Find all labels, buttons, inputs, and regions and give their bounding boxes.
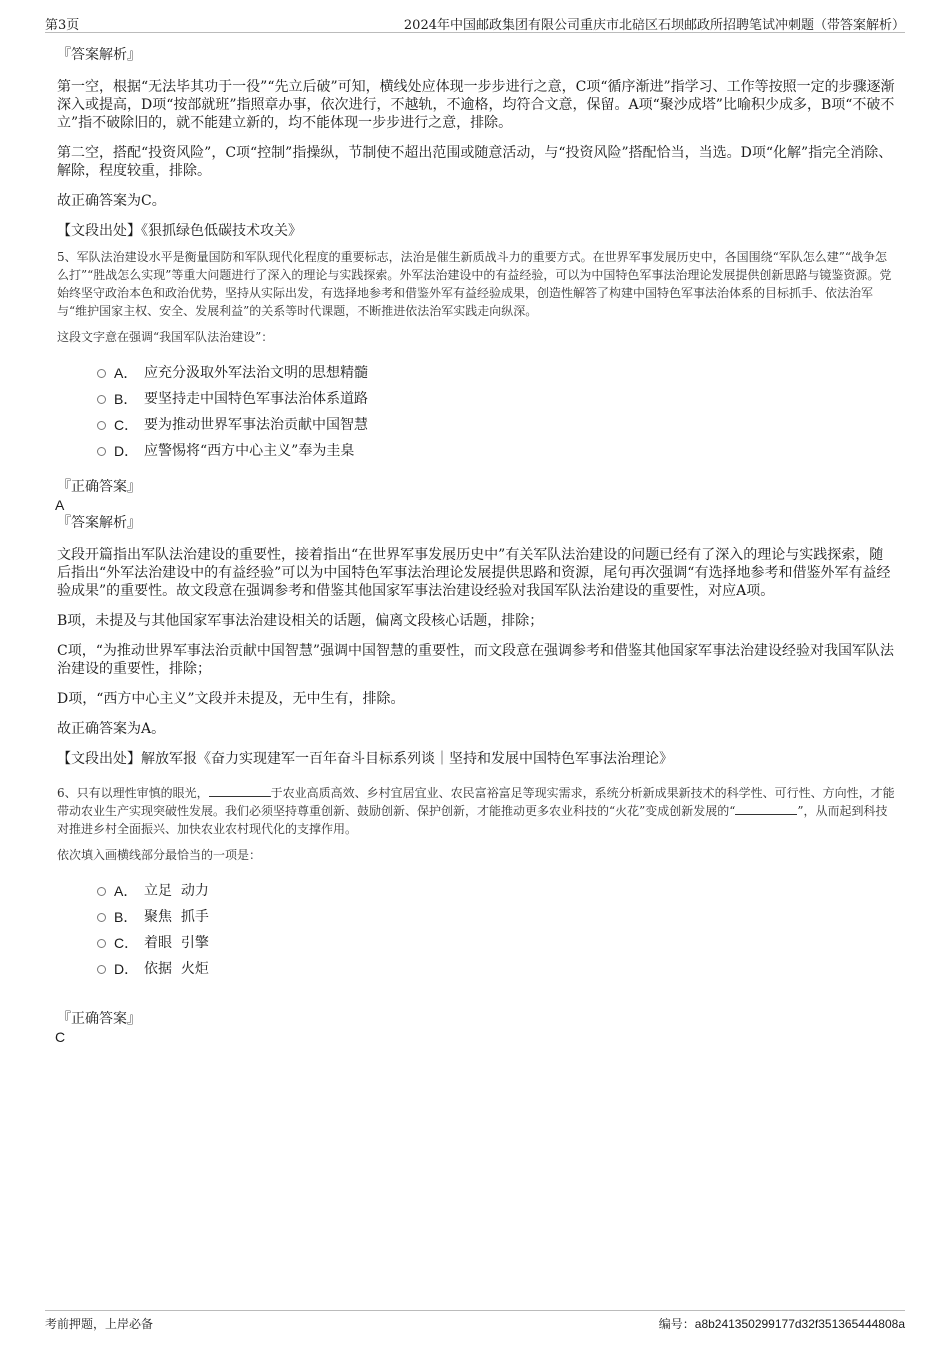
q4-analysis-para-2: 第二空，搭配“投资风险”，C项“控制”指操纵，节制使不超出范围或随意活动，与“投资风险”搭配恰当，当选。D项“化解”指完全消除、解除，程度较重，排除。 <box>57 145 893 179</box>
fill-blank-2[interactable] <box>735 802 797 815</box>
document-body <box>57 46 895 1046</box>
footer-slogan: 考前押题，上岸必备 <box>45 1317 154 1331</box>
radio-icon[interactable] <box>97 939 106 948</box>
q6-answer: C <box>55 1029 66 1045</box>
page-number: 第3页 <box>45 18 80 33</box>
radio-icon[interactable] <box>97 421 106 430</box>
q5-analysis-para-1: 文段开篇指出军队法治建设的重要性，接着指出“在世界军事发展历史中”有关军队法治建设的问题已经有了深入的理论与实践探索，随后指出“外军法治建设中的有益经验”可以为中国特色军事法治理论发展提供思路和资源，尾句再次强调“有选择地参考和借鉴外军有益经验成果”的重要性。故文段意在强调参考和借鉴其他国家军事法治建设经验对我国军队法治建设的重要性，对应A项。 <box>57 547 891 599</box>
radio-icon[interactable] <box>97 913 106 922</box>
q6-stem: 6、只有以理性审慎的眼光， 于农业高质高效、乡村宜居宜业、农民富裕富足等现实需求，系统分析新成果新技术的科学性、可行性、方向性，才能带动农业生产实现突破性发展。我们必须坚持尊重创新、鼓励创新、保护创新，才能推动更多农业科技的“火花”变成创新发展的“ ”，从而起到科技对推进乡村全面振兴、加快农业农村现代化的支撑作用。 <box>57 786 895 836</box>
document-title: 2024年中国邮政集团有限公司重庆市北碚区石坝邮政所招聘笔试冲刺题（带答案解析） <box>403 18 905 33</box>
q4-analysis-label: 『答案解析』 <box>57 47 141 63</box>
q5-analysis-para-3: C项，“为推动世界军事法治贡献中国智慧”强调中国智慧的重要性，而文段意在强调参考和借鉴其他国家军事法治建设经验对我国军队法治建设的重要性，排除； <box>57 643 895 677</box>
radio-icon[interactable] <box>97 965 106 974</box>
page-header <box>45 12 905 33</box>
q4-conclusion: 故正确答案为C。 <box>57 193 166 209</box>
radio-icon[interactable] <box>97 887 106 896</box>
fill-blank-1[interactable] <box>209 784 271 797</box>
document-code: 编号：a8b241350299177d32f351365444808a <box>658 1317 905 1331</box>
q5-answer: A <box>55 497 65 513</box>
q5-analysis-label: 『答案解析』 <box>57 515 141 531</box>
q6-option-a[interactable]: A． 立足 动力 <box>97 882 895 908</box>
radio-icon[interactable] <box>97 395 106 404</box>
q6-option-d[interactable]: D． 依据 火炬 <box>97 960 895 986</box>
q5-options <box>97 364 895 468</box>
q6-option-c[interactable]: C． 着眼 引擎 <box>97 934 895 960</box>
q6-answer-label: 『正确答案』 <box>57 1011 141 1027</box>
q6-option-b[interactable]: B． 聚焦 抓手 <box>97 908 895 934</box>
q5-conclusion: 故正确答案为A。 <box>57 721 166 737</box>
q5-answer-label: 『正确答案』 <box>57 479 141 495</box>
q4-source: 【文段出处】《狠抓绿色低碳技术攻关》 <box>57 223 302 239</box>
q5-option-c[interactable]: C． 要为推动世界军事法治贡献中国智慧 <box>97 416 895 442</box>
q5-option-d[interactable]: D． 应警惕将“西方中心主义”奉为圭臬 <box>97 442 895 468</box>
radio-icon[interactable] <box>97 369 106 378</box>
radio-icon[interactable] <box>97 447 106 456</box>
q5-source: 【文段出处】解放军报《奋力实现建军一百年奋斗目标系列谈｜坚持和发展中国特色军事法治理论》 <box>57 751 673 767</box>
q5-option-a[interactable]: A． 应充分汲取外军法治文明的思想精髓 <box>97 364 895 390</box>
q5-question: 这段文字意在强调“我国军队法治建设”： <box>57 330 274 344</box>
q6-options <box>97 882 895 986</box>
q4-analysis-para-1: 第一空，根据“无法毕其功于一役”“先立后破”可知，横线处应体现一步步进行之意，C项“循序渐进”指学习、工作等按照一定的步骤逐渐深入或提高，D项“按部就班”指照章办事，依次进行，不越轨，不逾格，均符合文意，保留。A项“聚沙成塔”比喻积少成多，B项“不破不立”指不破除旧的，就不能建立新的，均不能体现一步步进行之意，排除。 <box>57 79 895 131</box>
q6-question: 依次填入画横线部分最恰当的一项是： <box>57 848 262 862</box>
q5-analysis-para-4: D项，“西方中心主义”文段并未提及，无中生有，排除。 <box>57 691 405 707</box>
q5-option-b[interactable]: B． 要坚持走中国特色军事法治体系道路 <box>97 390 895 416</box>
page-footer <box>45 1310 905 1331</box>
q5-analysis-para-2: B项，未提及与其他国家军事法治建设相关的话题，偏离文段核心话题，排除； <box>57 613 544 629</box>
q5-stem: 5、军队法治建设水平是衡量国防和军队现代化程度的重要标志，法治是催生新质战斗力的重要方式。在世界军事发展历史中，各国围绕“军队怎么建”“战争怎么打”“胜战怎么实现”等重大问题进行了深入的理论与实践探索。外军法治建设中的有益经验，可以为中国特色军事法治理论发展提供创新思路与镜鉴资源。党始终坚守政治本色和政治优势，坚持从实际出发，有选择地参考和借鉴外军有益经验成果，创造性解答了构建中国特色军事法治体系的目标抓手、依法治军与“维护国家主权、安全、发展利益”的关系等时代课题，不断推进依法治军实践走向纵深。 <box>57 250 892 318</box>
